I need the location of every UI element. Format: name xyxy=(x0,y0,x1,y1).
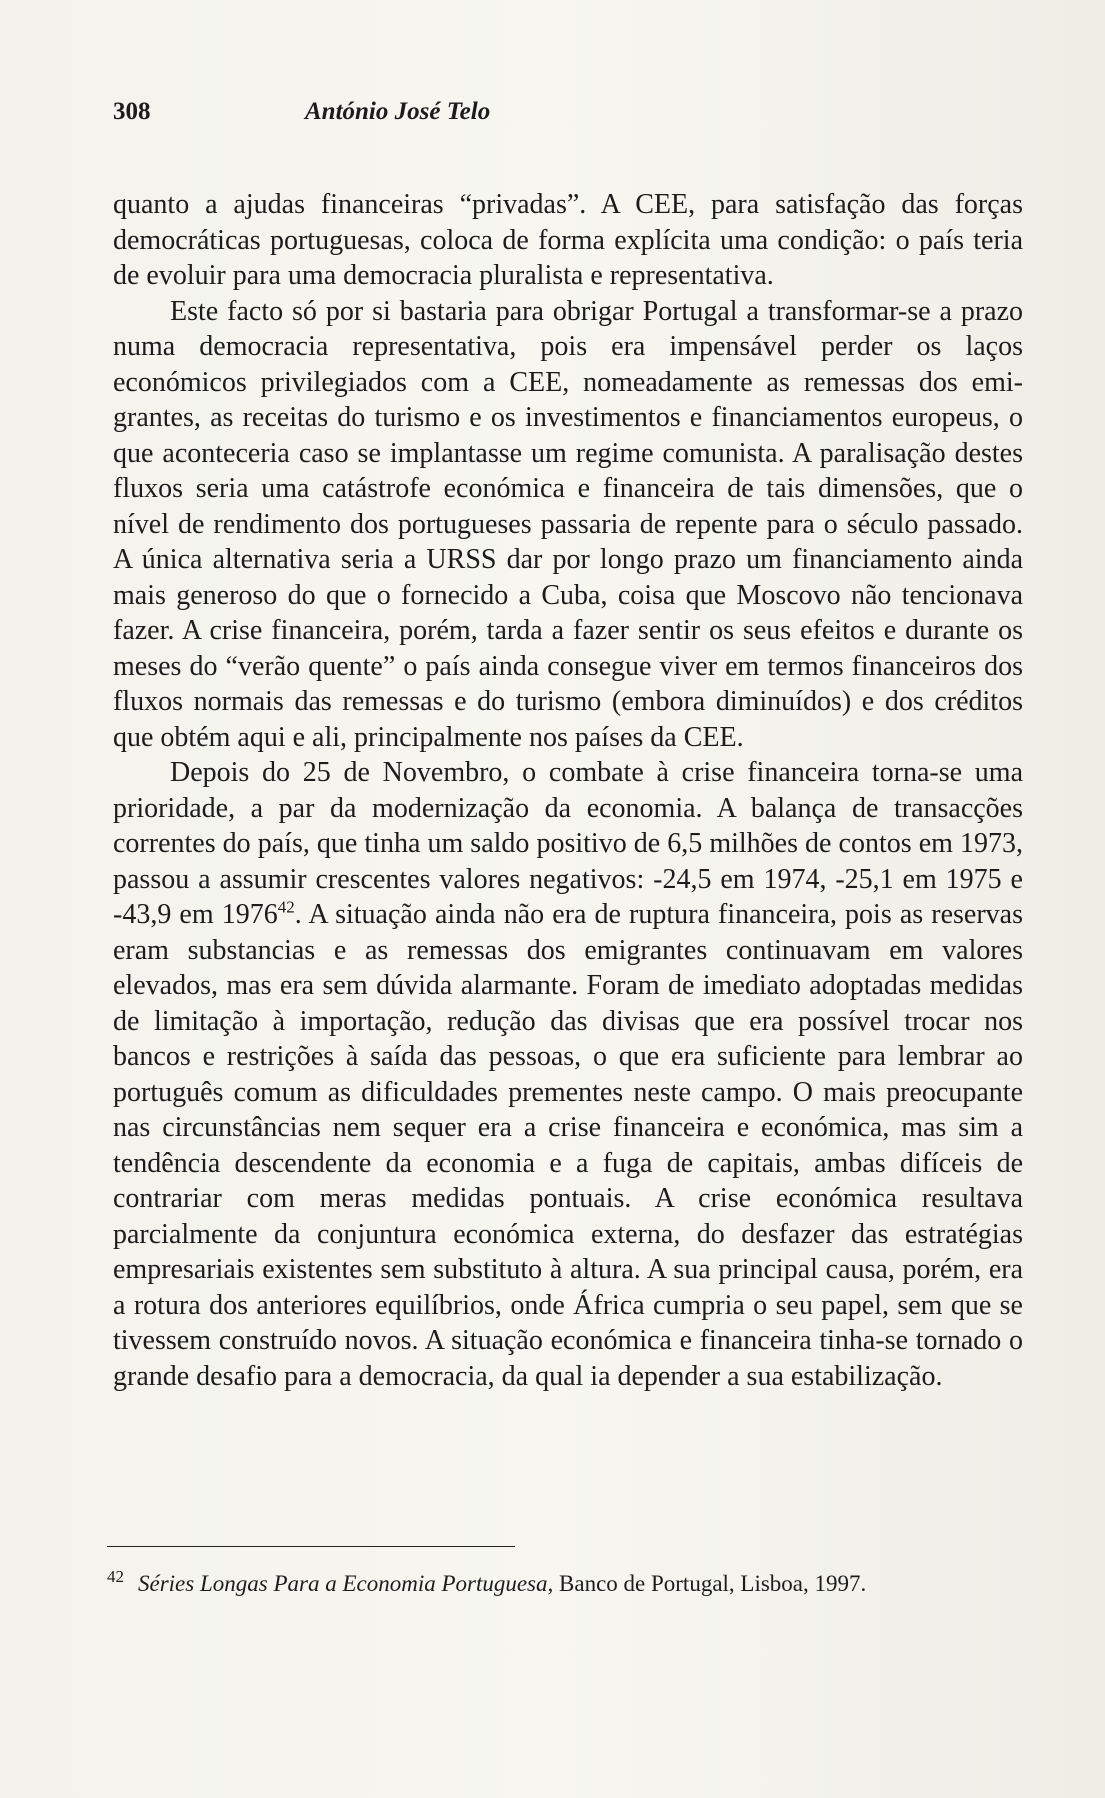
paragraph-2: Este facto só por si bastaria para obrigar Portugal a transformar-se a prazo numa democracia representativa, pois era impensável perder os laços económicos privilegiados com a CEE, nomeadamente as remessas dos emigrantes, as receitas do turismo e os investimentos e financiamentos europeus, o que aconteceria caso se implantasse um regime comunista. A paralisação destes fluxos seria uma catástrofe económica e financeira de tais dimensões, que o nível de rendimento dos portugueses passaria de repente para o século passado. A única alternativa seria a URSS dar por longo prazo um financiamento ainda mais generoso do que o fornecido a Cuba, coisa que Moscovo não tencionava fazer. A crise financeira, porém, tarda a fazer sentir os seus efeitos e durante os meses do “verão quente” o país ainda consegue viver em termos financeiros dos fluxos normais das remessas e do turismo (embora diminuídos) e dos créditos que obtém aqui e ali, principalmente nos países da CEE. xyxy=(113,295,1023,753)
footnote-source: Banco de Portugal, Lisboa, 1997. xyxy=(553,1571,867,1596)
paragraph-3 xyxy=(113,755,1023,1394)
page-number: 308 xyxy=(113,98,151,125)
body-text xyxy=(113,187,1023,1394)
running-head xyxy=(113,94,1013,130)
footnote-mark: 42 xyxy=(107,1567,124,1587)
paragraph-1: quanto a ajudas financeiras “privadas”. A CEE, para satisfação das forças democráticas portuguesas, coloca de forma explícita uma condição: o país teria de evoluir para uma democracia pluralista e representativa. xyxy=(113,189,1023,291)
paragraph-3-part-2: . A situação ainda não era de ruptura financeira, pois as reservas eram substancias e as remessas dos emigrantes continuavam em valores elevados, mas era sem dúvida alarmante. Foram de imediato adoptadas medidas de limitação à importação, redução das divisas que era possível trocar nos bancos e restrições à saída das pessoas, o que era suficiente para lembrar ao português comum as dificuldades prementes neste campo. O mais preocupante nas circunstâncias nem sequer era a crise financeira e económica, mas sim a tendência descendente da economia e a fuga de capitais, ambas difíceis de contrariar com meras medidas pontuais. A crise económica resultava parcialmente da conjuntura económica externa, do desfazer das estratégias empresariais existentes sem substituto à altura. A sua principal causa, porém, era a rotura dos anteriores equilíbrios, onde África cumpria o seu papel, sem que se tivessem construído novos. A situação económica e financeira tinha-se tornado o grande desafio para a democracia, da qual ia depender a sua estabilização. xyxy=(113,899,1023,1392)
footnote-reference: 42 xyxy=(277,897,295,917)
running-head-author: António José Telo xyxy=(305,98,491,125)
footnote xyxy=(107,1568,1027,1600)
paragraph-3-part-1: Depois do 25 de Novembro, o combate à crise financeira torna-se uma prioridade, a par da modernização da economia. A balança de transacções correntes do país, que tinha um saldo positivo de 6,5 milhões de contos em 1973, passou a assumir crescentes valores negativos: -24,5 em 1974, -25,1 em 1975 e -43,9 em 1976 xyxy=(113,757,1023,930)
footnote-title: Séries Longas Para a Economia Portuguesa, xyxy=(138,1571,554,1596)
footnote-rule xyxy=(107,1546,515,1547)
